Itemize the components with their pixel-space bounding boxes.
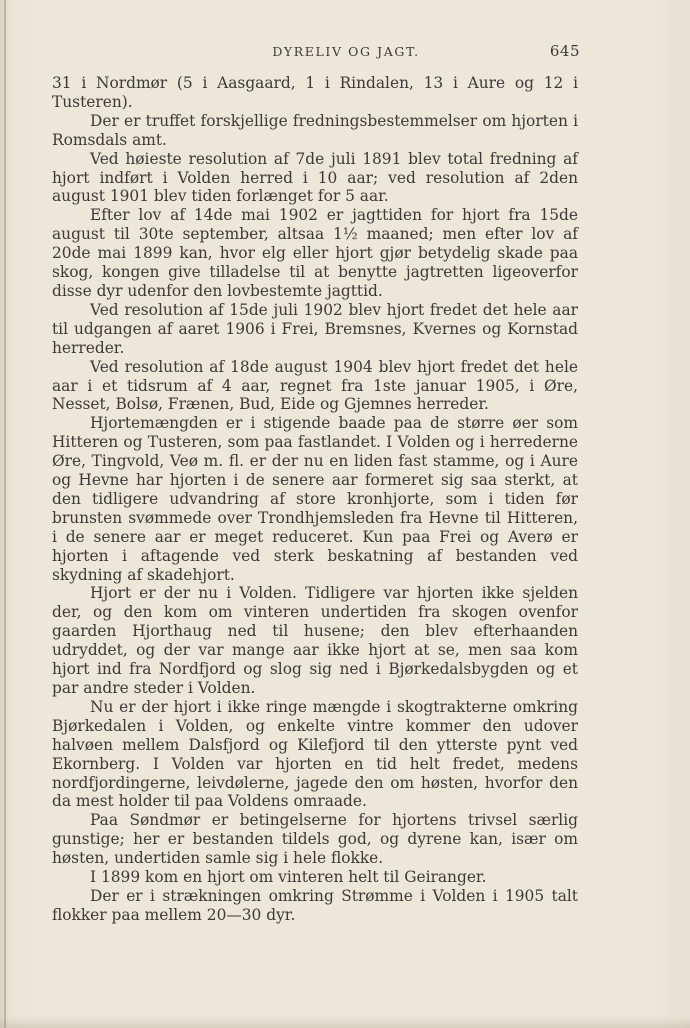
paragraph: Der er i strækningen omkring Strømme i Volden i 1905 talt flokker paa mellem 20—30 dyr. [52, 886, 578, 924]
paragraph: Der er truffet forskjellige fredningsbestemmelser om hjorten i Romsdals amt. [52, 111, 578, 149]
page-binding-edge [4, 0, 6, 1028]
paragraph: Nu er der hjort i ikke ringe mængde i skogtrakterne omkring Bjørkedalen i Volden, og enkelte vintre kommer den udover halvøen mellem Dalsfjord og Kilefjord til den ytterste pynt ved Ekornberg. I Volden var hjorten en tid helt fredet, medens nordfjordingerne, leivdølerne, jagede den om høsten, hvorfor den da mest holder til paa Voldens omraade. [52, 697, 578, 811]
page-number: 645 [549, 42, 580, 60]
running-title: DYRELIV OG JAGT. [272, 44, 420, 59]
page-bottom-shadow [0, 1016, 690, 1028]
paragraph: Ved høieste resolution af 7de juli 1891 blev total fredning af hjort indført i Volden herred i 10 aar; ved resolution af 2den august 1901 blev tiden forlænget for 5 aar. [52, 149, 578, 206]
paragraph: Hjort er der nu i Volden. Tidligere var hjorten ikke sjelden der, og den kom om vinteren undertiden fra skogen ovenfor gaarden Hjorthaug ned til husene; den blev efterhaanden udryddet, og der var mange aar ikke hjort at se, men saa kom hjort ind fra Nordfjord og slog sig ned i Bjørkedalsbygden og et par andre steder i Volden. [52, 584, 578, 697]
paragraph: I 1899 kom en hjort om vinteren helt til Geiranger. [90, 868, 487, 887]
paragraph: Hjortemængden er i stigende baade paa de større øer som Hitteren og Tusteren, som paa fastlandet. I Volden og i herrederne Øre, Tingvold, Veø m. fl. er der nu en liden fast stamme, og i Aure og Hevne har hjorten i de senere aar formeret sig saa sterkt, at den tidligere udvandring af store kronhjorte, som i tiden før brunsten svømmede over Trondhjemsleden fra Hevne til Hitteren, i de senere aar er meget reduceret. Kun paa Frei og Averø er hjorten i aftagende ved sterk beskatning af bestanden ved skydning af skadehjort. [52, 414, 578, 584]
paragraph: Efter lov af 14de mai 1902 er jagttiden for hjort fra 15de august til 30te september, altsaa 1½ maaned; men efter lov af 20de mai 1899 kan, hvor elg eller hjort gjør betydelig skade paa skog, kongen give tilladelse til at benytte jagtretten ligeoverfor disse dyr udenfor den lovbestemte jagttid. [52, 206, 578, 300]
paragraph: Ved resolution af 15de juli 1902 blev hjort fredet det hele aar til udgangen af aaret 1906 i Frei, Bremsnes, Kvernes og Kornstad herreder. [52, 300, 578, 357]
body-text [52, 74, 578, 925]
running-header [52, 44, 580, 64]
paragraph: Ved resolution af 18de august 1904 blev hjort fredet det hele aar i et tidsrum af 4 aar, regnet fra 1ste januar 1905, i Øre, Nesset, Bolsø, Frænen, Bud, Eide og Gjemnes herreder. [52, 357, 578, 414]
paragraph: Paa Søndmør er betingelserne for hjortens trivsel særlig gunstige; her er bestanden tildels god, og dyrene kan, især om høsten, undertiden samle sig i hele flokke. [52, 811, 578, 868]
paragraph: 31 i Nordmør (5 i Aasgaard, 1 i Rindalen, 13 i Aure og 12 i Tusteren). [52, 74, 578, 111]
